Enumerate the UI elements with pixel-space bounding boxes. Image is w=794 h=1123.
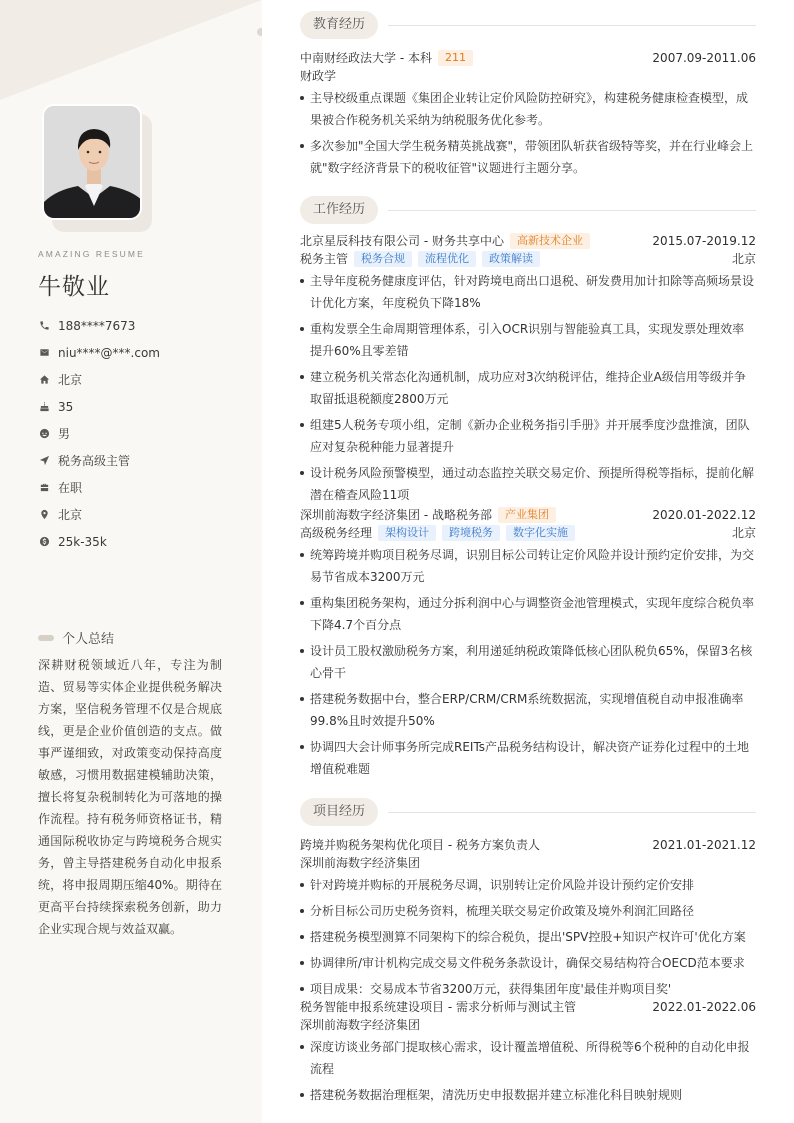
info-target-city (38, 501, 160, 528)
skill-tag: 税务合规 (354, 251, 412, 267)
list-item: 重构发票全生命周期管理体系，引入OCR识别与智能验真工具，实现发票处理效率提升60%且零差错 (300, 318, 756, 362)
education-period: 2007.09-2011.06 (652, 51, 756, 65)
list-item: 重构集团税务架构，通过分拆利润中心与调整资金池管理模式，实现年度综合税负率下降4.7个百分点 (300, 592, 756, 636)
list-item: 组建5人税务专项小组，定制《新办企业税务指引手册》并开展季度沙盘推演，团队应对复杂税种能力显著提升 (300, 414, 756, 458)
info-residence (38, 366, 160, 393)
job-role: 税务主管 (300, 252, 349, 266)
info-phone (38, 312, 160, 339)
section-header (300, 797, 756, 827)
gender-icon (38, 428, 50, 440)
project-period: 2021.01-2021.12 (652, 838, 756, 852)
info-text: 在职 (58, 481, 83, 495)
send-icon (38, 455, 50, 467)
project-header-row (300, 836, 756, 854)
job-header-row (300, 506, 756, 524)
project-bullets (300, 1036, 756, 1106)
list-item: 协调四大会计师事务所完成REITs产品税务结构设计，解决资产证券化过程中的土地增值税难题 (300, 736, 756, 780)
summary-text: 深耕财税领域近八年，专注为制造、贸易等实体企业提供税务解决方案，坚信税务管理不仅是合规底线，更是企业价值创造的支点。做事严谨细致，对政策变动保持高度敏感，习惯用数据建模辅助决策，擅长将复杂税制转化为可落地的操作流程。持有税务师资格证书，精通国际税收协定与跨境税务合规实务，曾主导搭建税务自动化申报系统，将申报周期压缩40%。期待在更高平台持续探索税务创新，助力企业实现合规与效益双赢。 (38, 658, 222, 936)
work-section (300, 195, 756, 784)
cake-icon (38, 401, 50, 413)
skill-tag: 流程优化 (418, 251, 476, 267)
skill-tag: 数字化实施 (506, 525, 575, 541)
resume-tagline: AMAZING RESUME (38, 249, 145, 259)
list-item: 分析目标公司历史税务资料，梳理关联交易定价政策及境外利润汇回路径 (300, 900, 756, 922)
home-icon (38, 374, 50, 386)
job-entry (300, 232, 756, 506)
school-tag: 211 (438, 50, 473, 66)
skill-tag: 跨境税务 (442, 525, 500, 541)
education-bullets (300, 87, 756, 179)
list-item: 协调律所/审计机构完成交易文件税务条款设计，确保交易结构符合OECD范本要求 (300, 952, 756, 974)
school-name: 中南财经政法大学 - 本科 (300, 51, 432, 65)
section-rule (388, 25, 756, 26)
job-bullets (300, 544, 756, 780)
info-text: 25k-35k (58, 534, 107, 549)
job-city: 北京 (731, 526, 756, 540)
company-name: 北京星辰科技有限公司 - 财务共享中心 (300, 234, 504, 248)
list-item: 搭建税务模型测算不同架构下的综合税负，提出'SPV控股+知识产权许可'优化方案 (300, 926, 756, 948)
salary-icon (38, 536, 50, 548)
list-item: 深度访谈业务部门提取核心需求，设计覆盖增值税、所得税等6个税种的自动化申报流程 (300, 1036, 756, 1080)
education-header-row (300, 49, 756, 67)
location-pin-icon (38, 509, 50, 521)
list-item: 设计税务风险预警模型，通过动态监控关联交易定价、预提所得税等指标，提前化解潜在稽查风险11项 (300, 462, 756, 506)
info-status (38, 474, 160, 501)
list-item: 建立税务机关常态化沟通机制，成功应对3次纳税评估，维持企业A级信用等级并争取留抵退税额度2800万元 (300, 366, 756, 410)
section-header (300, 10, 756, 40)
list-item: 设计员工股权激励税务方案，利用递延纳税政策降低核心团队税负65%，保留3名核心骨干 (300, 640, 756, 684)
project-entry (300, 998, 756, 1106)
project-entry (300, 836, 756, 1000)
list-item: 主导校级重点课题《集团企业转让定价风险防控研究》，构建税务健康检查模型，成果被合作税务机关采纳为纳税服务优化参考。 (300, 87, 756, 131)
list-item: 搭建税务数据治理框架，清洗历史申报数据并建立标准化科目映射规则 (300, 1084, 756, 1106)
projects-section (300, 797, 756, 1110)
education-section (300, 10, 756, 183)
list-item: 主导年度税务健康度评估，针对跨境电商出口退税、研发费用加计扣除等高频场景设计优化方案，年度税负下降18% (300, 270, 756, 314)
summary-heading (38, 628, 114, 647)
section-rule (388, 812, 756, 813)
info-text: 北京 (58, 508, 83, 522)
section-title: 项目经历 (300, 798, 378, 826)
profile-photo (42, 104, 142, 220)
heading-bar-decoration (38, 635, 54, 641)
info-salary (38, 528, 160, 555)
sidebar (0, 0, 262, 1123)
phone-icon (38, 320, 50, 332)
company-tag: 高新技术企业 (510, 233, 590, 249)
summary-title: 个人总结 (62, 632, 115, 647)
project-org: 深圳前海数字经济集团 (300, 856, 421, 870)
job-city: 北京 (731, 252, 756, 266)
company-tag: 产业集团 (498, 507, 556, 523)
info-text: niu****@***.com (58, 345, 160, 360)
section-header (300, 195, 756, 225)
info-text: 35 (58, 399, 74, 414)
list-item: 搭建税务数据中台，整合ERP/CRM/CRM系统数据流，实现增值税自动申报准确率99.8%且时效提升50% (300, 688, 756, 732)
company-name: 深圳前海数字经济集团 - 战略税务部 (300, 508, 492, 522)
section-title: 教育经历 (300, 11, 378, 39)
info-email (38, 339, 160, 366)
project-org: 深圳前海数字经济集团 (300, 1018, 421, 1032)
skill-tag: 政策解读 (482, 251, 540, 267)
project-name: 税务智能申报系统建设项目 - 需求分析师与测试主管 (300, 1000, 576, 1014)
job-entry (300, 506, 756, 780)
project-bullets (300, 874, 756, 1000)
info-text: 税务高级主管 (58, 454, 131, 468)
list-item: 针对跨境并购标的开展税务尽调，识别转让定价风险并设计预约定价安排 (300, 874, 756, 896)
section-title: 工作经历 (300, 196, 378, 224)
profile-photo-frame (42, 104, 142, 220)
briefcase-icon (38, 482, 50, 494)
edge-dot-decoration (257, 28, 262, 36)
project-header-row (300, 998, 756, 1016)
job-period: 2015.07-2019.12 (652, 234, 756, 248)
project-name: 跨境并购税务架构优化项目 - 税务方案负责人 (300, 838, 540, 852)
info-position (38, 447, 160, 474)
job-bullets (300, 270, 756, 506)
project-period: 2022.01-2022.06 (652, 1000, 756, 1014)
info-age (38, 393, 160, 420)
list-item: 统筹跨境并购项目税务尽调，识别目标公司转让定价风险并设计预约定价安排，为交易节省成本3200万元 (300, 544, 756, 588)
info-gender (38, 420, 160, 447)
job-role: 高级税务经理 (300, 526, 373, 540)
job-role-row (300, 250, 756, 268)
candidate-name: 牛敬业 (38, 274, 110, 300)
major: 财政学 (300, 69, 337, 83)
info-text: 北京 (58, 373, 83, 387)
job-header-row (300, 232, 756, 250)
list-item: 多次参加"全国大学生税务精英挑战赛"，带领团队斩获省级特等奖，并在行业峰会上就"数字经济背景下的税收征管"议题进行主题分享。 (300, 135, 756, 179)
job-role-row (300, 524, 756, 542)
info-text: 男 (58, 427, 71, 441)
mail-icon (38, 347, 50, 359)
list-item: 项目成果：交易成本节省3200万元，获得集团年度'最佳并购项目奖' (300, 978, 756, 1000)
section-rule (388, 210, 756, 211)
contact-info-list (38, 312, 160, 555)
corner-decoration (0, 0, 262, 100)
skill-tag: 架构设计 (378, 525, 436, 541)
job-period: 2020.01-2022.12 (652, 508, 756, 522)
info-text: 188****7673 (58, 318, 136, 333)
